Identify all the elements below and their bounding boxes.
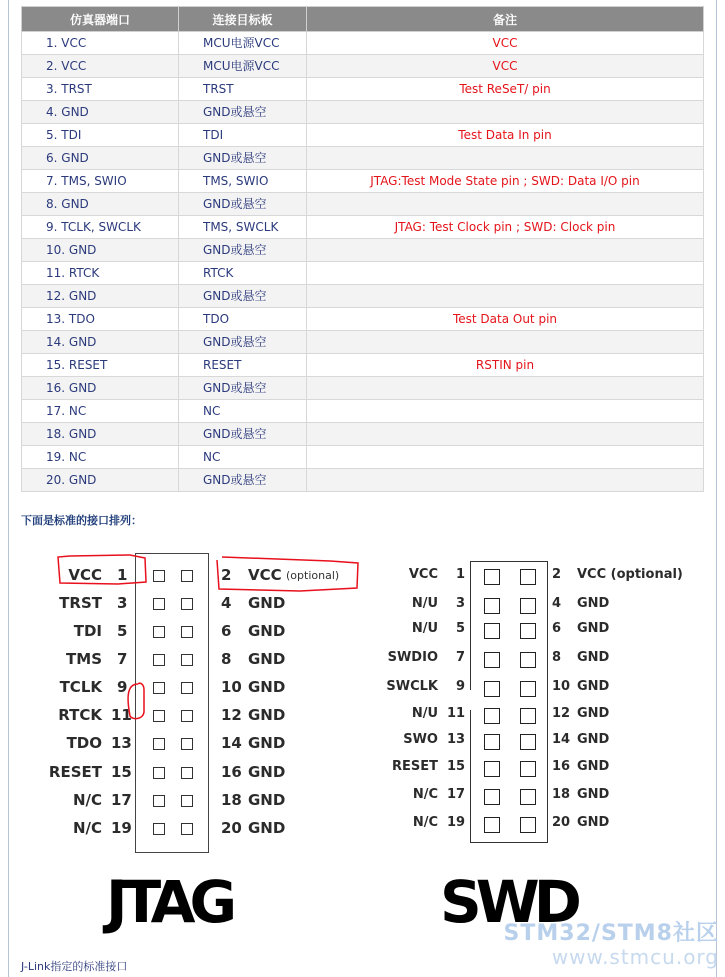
swd-right-pin-number: 2 [552, 567, 562, 582]
jtag-pin-square [153, 626, 165, 638]
table-row [22, 32, 704, 55]
swd-pin-square [484, 817, 500, 833]
jtag-pin-square [181, 767, 193, 779]
jtag-left-label: TDO [66, 734, 102, 752]
jtag-right-label: VCC [248, 566, 282, 584]
jtag-pin-square [153, 710, 165, 722]
jtag-left-pin-number: 3 [117, 594, 128, 612]
swd-left-pin-number: 7 [456, 650, 466, 665]
jtag-left-pin-number: 13 [111, 734, 132, 752]
jtag-pin-square [153, 598, 165, 610]
jtag-right-pin-number: 6 [221, 622, 232, 640]
swd-header-body [470, 561, 548, 843]
swd-left-label: N/C [412, 787, 438, 802]
cell-target-board: GND或悬空 [179, 469, 307, 492]
jtag-pin-square [181, 710, 193, 722]
cell-note [307, 400, 704, 423]
cell-emulator-port: 11. RTCK [22, 262, 179, 285]
swd-pin-square [520, 681, 536, 697]
swd-notch-gap [468, 690, 472, 710]
cell-target-board: TMS, SWCLK [179, 216, 307, 239]
cell-emulator-port: 19. NC [22, 446, 179, 469]
swd-left-pin-number: 9 [456, 679, 466, 694]
cell-emulator-port: 1. VCC [22, 32, 179, 55]
cell-emulator-port: 10. GND [22, 239, 179, 262]
jtag-pin-square [153, 823, 165, 835]
jtag-right-label: GND [248, 734, 286, 752]
cell-note: VCC [307, 55, 704, 78]
jtag-right-label: GND [248, 706, 286, 724]
jtag-left-pin-number: 19 [111, 819, 132, 837]
swd-left-label: SWDIO [387, 650, 438, 665]
cell-note [307, 101, 704, 124]
header-emulator-port: 仿真器端口 [22, 7, 179, 32]
swd-pin-square [484, 708, 500, 724]
section-title: 下面是标准的接口排列： [21, 514, 142, 527]
left-frame-border [8, 0, 9, 977]
cell-emulator-port: 8. GND [22, 193, 179, 216]
jtag-header-body [135, 553, 209, 853]
cell-emulator-port: 15. RESET [22, 354, 179, 377]
swd-right-label: GND [577, 732, 610, 747]
swd-pin-square [520, 817, 536, 833]
swd-pin-square [484, 789, 500, 805]
swd-pin-square [484, 681, 500, 697]
jtag-right-pin-number: 16 [221, 763, 242, 781]
swd-right-label: GND [577, 787, 610, 802]
swd-pin-square [484, 652, 500, 668]
swd-pin-square [484, 569, 500, 585]
cell-note: RSTIN pin [307, 354, 704, 377]
cell-emulator-port: 12. GND [22, 285, 179, 308]
header-target-board: 连接目标板 [179, 7, 307, 32]
jtag-pin-square [181, 682, 193, 694]
swd-left-pin-number: 5 [456, 621, 466, 636]
footer-caption: J-Link指定的标准接口 [21, 960, 128, 973]
table-row [22, 308, 704, 331]
cell-note [307, 377, 704, 400]
swd-left-pin-number: 19 [447, 815, 466, 830]
swd-right-label: GND [577, 679, 610, 694]
swd-pin-square [484, 598, 500, 614]
jtag-right-pin-number: 10 [221, 678, 242, 696]
jtag-pin-square [181, 738, 193, 750]
cell-note [307, 446, 704, 469]
swd-left-pin-number: 11 [447, 706, 466, 721]
cell-target-board: GND或悬空 [179, 423, 307, 446]
jtag-right-pin-number: 20 [221, 819, 242, 837]
watermark-url: www.stmcu.org [551, 945, 719, 969]
swd-left-pin-number: 1 [456, 567, 466, 582]
swd-pin-square [520, 652, 536, 668]
swd-right-pin-number: 12 [552, 706, 571, 721]
swd-right-pin-number: 10 [552, 679, 571, 694]
jtag-right-label: GND [248, 763, 286, 781]
table-row [22, 423, 704, 446]
jtag-pin-square [181, 570, 193, 582]
table-row [22, 354, 704, 377]
cell-note [307, 469, 704, 492]
swd-right-pin-number: 20 [552, 815, 571, 830]
cell-target-board: MCU电源VCC [179, 55, 307, 78]
cell-emulator-port: 16. GND [22, 377, 179, 400]
swd-right-pin-number: 6 [552, 621, 562, 636]
swd-right-label: GND [577, 706, 610, 721]
table-header-row [22, 7, 704, 32]
jtag-right-pin-number: 8 [221, 650, 232, 668]
cell-emulator-port: 3. TRST [22, 78, 179, 101]
jtag-left-label: TRST [59, 594, 102, 612]
cell-target-board: GND或悬空 [179, 377, 307, 400]
cell-target-board: NC [179, 446, 307, 469]
jtag-left-pin-number: 1 [117, 566, 128, 584]
cell-note [307, 193, 704, 216]
jtag-right-pin-number: 14 [221, 734, 242, 752]
table-row [22, 331, 704, 354]
cell-note: VCC [307, 32, 704, 55]
jtag-pin-square [153, 795, 165, 807]
jtag-title: JTAG [106, 868, 232, 936]
swd-left-label: RESET [391, 759, 438, 774]
table-row [22, 446, 704, 469]
jtag-pin-square [153, 767, 165, 779]
table-row [22, 78, 704, 101]
pin-mapping-table [21, 6, 704, 492]
swd-left-pin-number: 17 [447, 787, 466, 802]
jtag-right-pin-number: 12 [221, 706, 242, 724]
jtag-right-pin-number: 4 [221, 594, 232, 612]
table-row [22, 400, 704, 423]
cell-note [307, 262, 704, 285]
cell-target-board: GND或悬空 [179, 101, 307, 124]
swd-pin-square [520, 569, 536, 585]
cell-note: JTAG:Test Mode State pin ; SWD: Data I/O pin [307, 170, 704, 193]
cell-emulator-port: 6. GND [22, 147, 179, 170]
cell-target-board: GND或悬空 [179, 193, 307, 216]
cell-emulator-port: 9. TCLK, SWCLK [22, 216, 179, 239]
cell-target-board: GND或悬空 [179, 239, 307, 262]
jtag-left-label: TMS [66, 650, 102, 668]
jtag-pin-square [181, 795, 193, 807]
cell-note: Test ReSeT/ pin [307, 78, 704, 101]
jtag-right-label: GND [248, 594, 286, 612]
cell-target-board: RTCK [179, 262, 307, 285]
table-row [22, 170, 704, 193]
jtag-left-pin-number: 9 [117, 678, 128, 696]
jtag-pin-square [153, 738, 165, 750]
table-row [22, 262, 704, 285]
watermark-title: STM32/STM8社区 [503, 921, 719, 946]
cell-emulator-port: 4. GND [22, 101, 179, 124]
swd-right-label: GND [577, 650, 610, 665]
cell-note: Test Data Out pin [307, 308, 704, 331]
table-row [22, 469, 704, 492]
swd-right-label: VCC (optional) [577, 567, 683, 582]
swd-pin-square [520, 789, 536, 805]
jtag-pin-square [153, 570, 165, 582]
cell-emulator-port: 20. GND [22, 469, 179, 492]
table-row [22, 147, 704, 170]
swd-left-label: N/U [411, 621, 438, 636]
swd-pin-square [520, 734, 536, 750]
cell-target-board: MCU电源VCC [179, 32, 307, 55]
swd-pin-square [520, 598, 536, 614]
cell-target-board: RESET [179, 354, 307, 377]
cell-emulator-port: 14. GND [22, 331, 179, 354]
swd-pin-square [520, 761, 536, 777]
jtag-right-pin-number: 18 [221, 791, 242, 809]
cell-target-board: TMS, SWIO [179, 170, 307, 193]
jtag-left-pin-number: 7 [117, 650, 128, 668]
table-row [22, 377, 704, 400]
table-row [22, 193, 704, 216]
swd-pin-square [520, 623, 536, 639]
table-row [22, 285, 704, 308]
cell-note [307, 423, 704, 446]
cell-emulator-port: 2. VCC [22, 55, 179, 78]
swd-right-label: GND [577, 815, 610, 830]
jtag-left-pin-number: 5 [117, 622, 128, 640]
jtag-left-label: RTCK [58, 706, 102, 724]
swd-left-label: N/U [411, 706, 438, 721]
swd-right-pin-number: 4 [552, 596, 562, 611]
site-watermark [504, 916, 719, 969]
cell-target-board: TRST [179, 78, 307, 101]
cell-target-board: GND或悬空 [179, 285, 307, 308]
swd-left-label: N/C [412, 815, 438, 830]
jtag-left-pin-number: 11 [111, 706, 132, 724]
swd-right-label: GND [577, 621, 610, 636]
swd-right-label: GND [577, 596, 610, 611]
jtag-right-pin-number: 2 [221, 566, 232, 584]
jtag-left-pin-number: 15 [111, 763, 132, 781]
table-row [22, 55, 704, 78]
cell-note [307, 239, 704, 262]
jtag-right-label: GND [248, 819, 286, 837]
swd-left-pin-number: 13 [447, 732, 466, 747]
swd-pin-square [484, 761, 500, 777]
swd-left-label: SWO [403, 732, 438, 747]
swd-left-label: SWCLK [386, 679, 438, 694]
header-notes: 备注 [307, 7, 704, 32]
jtag-pin-square [181, 654, 193, 666]
cell-target-board: GND或悬空 [179, 331, 307, 354]
swd-right-pin-number: 8 [552, 650, 562, 665]
swd-left-label: VCC [408, 567, 438, 582]
jtag-pin-square [181, 598, 193, 610]
swd-left-label: N/U [411, 596, 438, 611]
jtag-pin-square [153, 682, 165, 694]
cell-emulator-port: 18. GND [22, 423, 179, 446]
cell-emulator-port: 13. TDO [22, 308, 179, 331]
jtag-left-label: N/C [72, 791, 102, 809]
swd-right-label: GND [577, 759, 610, 774]
swd-right-pin-number: 18 [552, 787, 571, 802]
cell-note [307, 331, 704, 354]
cell-emulator-port: 17. NC [22, 400, 179, 423]
jtag-right-label: GND [248, 650, 286, 668]
right-frame-border [716, 0, 717, 977]
jtag-optional-note: (optional) [286, 569, 340, 582]
cell-target-board: NC [179, 400, 307, 423]
jtag-right-label: GND [248, 622, 286, 640]
cell-emulator-port: 7. TMS, SWIO [22, 170, 179, 193]
cell-target-board: TDI [179, 124, 307, 147]
swd-title: SWD [440, 868, 576, 936]
jtag-left-label: VCC [68, 566, 102, 584]
cell-note [307, 147, 704, 170]
cell-target-board: TDO [179, 308, 307, 331]
jtag-pin-square [181, 823, 193, 835]
cell-note: Test Data In pin [307, 124, 704, 147]
cell-emulator-port: 5. TDI [22, 124, 179, 147]
jtag-pin-square [181, 626, 193, 638]
jtag-left-label: N/C [72, 819, 102, 837]
jtag-right-label: GND [248, 678, 286, 696]
swd-right-pin-number: 14 [552, 732, 571, 747]
swd-left-pin-number: 15 [447, 759, 466, 774]
cell-note: JTAG: Test Clock pin ; SWD: Clock pin [307, 216, 704, 239]
jtag-left-label: TDI [73, 622, 102, 640]
table-row [22, 216, 704, 239]
table-row [22, 124, 704, 147]
jtag-left-pin-number: 17 [111, 791, 132, 809]
cell-target-board: GND或悬空 [179, 147, 307, 170]
swd-right-pin-number: 16 [552, 759, 571, 774]
swd-pin-square [484, 623, 500, 639]
table-row [22, 101, 704, 124]
jtag-left-label: TCLK [59, 678, 102, 696]
jtag-left-label: RESET [48, 763, 102, 781]
jtag-pin-square [153, 654, 165, 666]
swd-pin-square [520, 708, 536, 724]
table-row [22, 239, 704, 262]
swd-pin-square [484, 734, 500, 750]
cell-note [307, 285, 704, 308]
jtag-right-label: GND [248, 791, 286, 809]
swd-left-pin-number: 3 [456, 596, 466, 611]
